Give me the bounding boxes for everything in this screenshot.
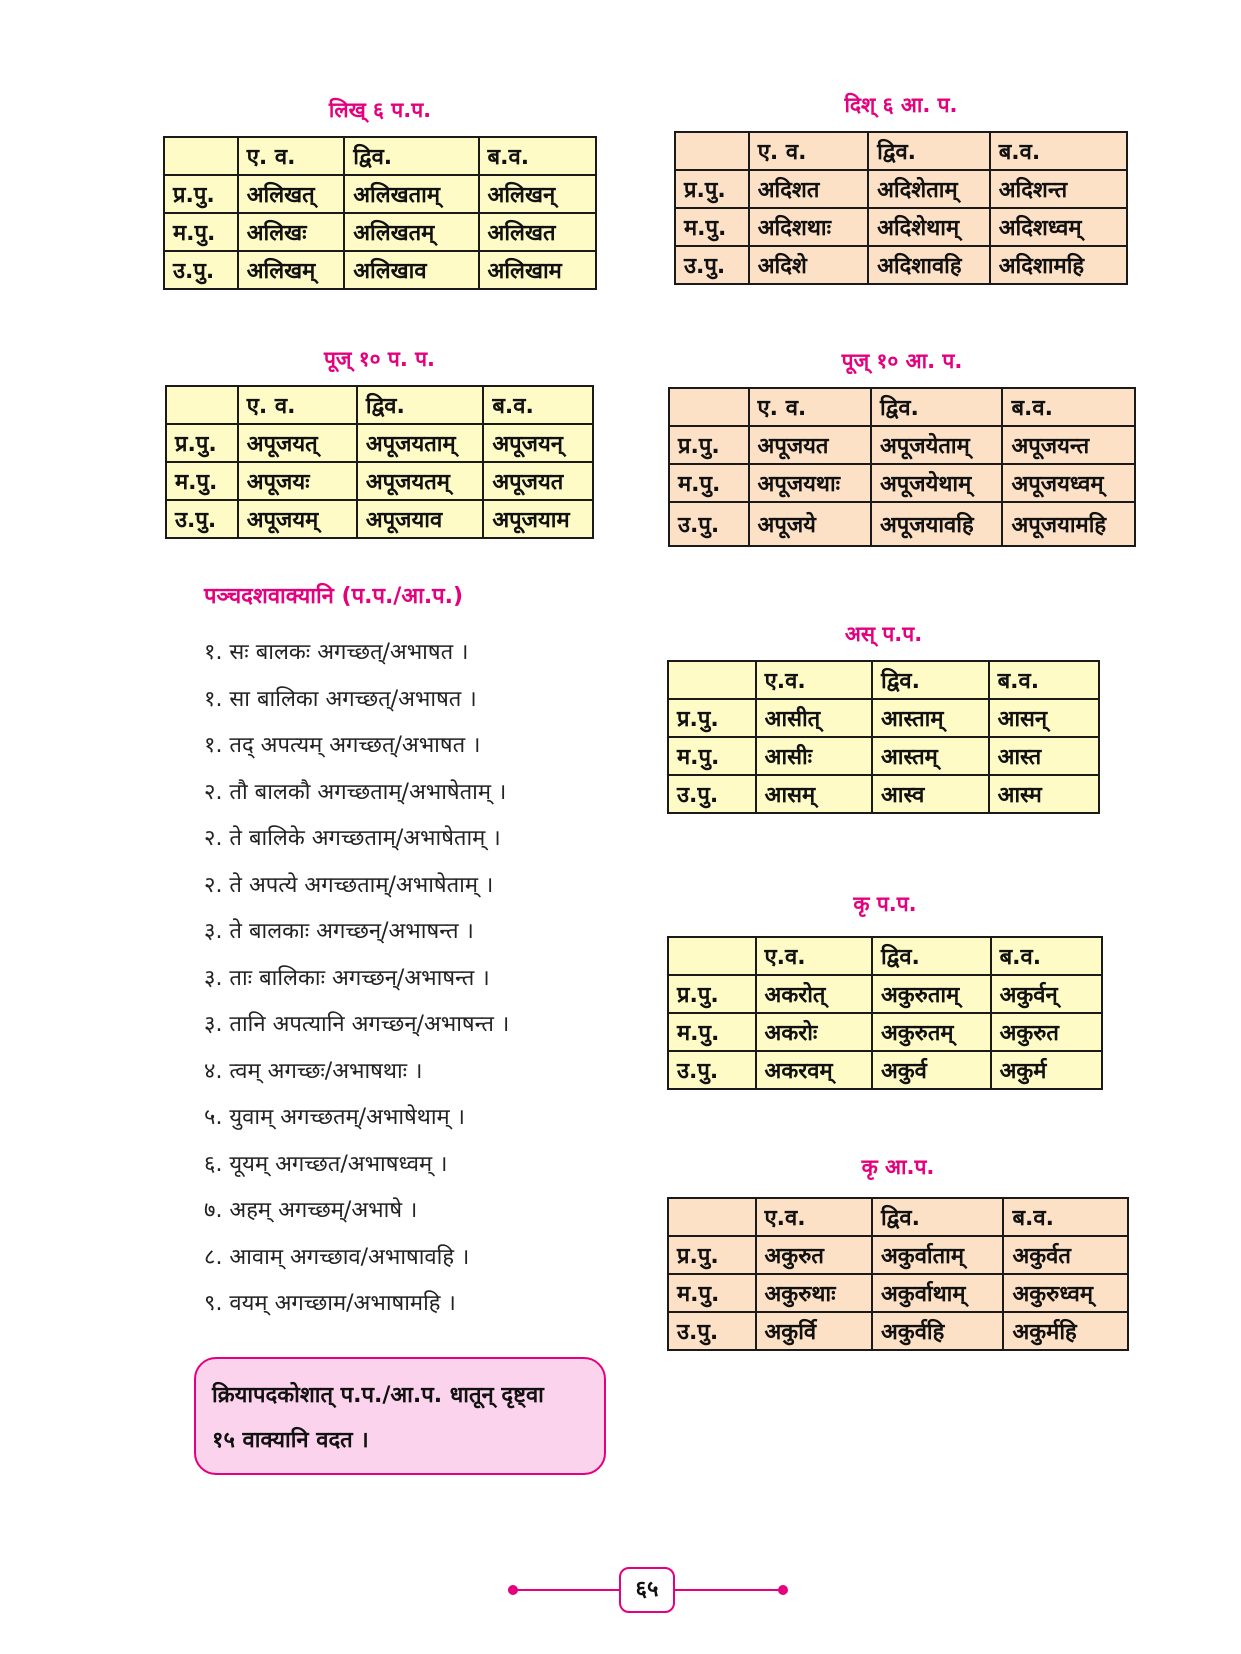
person-cell: उ.पु.: [668, 1051, 756, 1089]
form-cell: अलिखाव: [344, 251, 478, 289]
form-cell: अदिशेताम्: [868, 170, 990, 208]
header-cell: [668, 1198, 756, 1236]
person-cell: उ.पु.: [668, 1312, 756, 1350]
table-header-row: [668, 661, 1099, 699]
form-cell: अपूजयावहि: [871, 502, 1003, 546]
form-cell: अपूजयथाः: [749, 464, 871, 502]
sentence-list: [204, 630, 509, 1328]
person-cell: म.पु.: [668, 1013, 756, 1051]
form-cell: आस्त: [989, 737, 1099, 775]
list-item: ८. आवाम् अगच्छाव/अभाषावहि ।: [204, 1244, 470, 1270]
conjugation-table: [667, 936, 1103, 1090]
table-header-row: [668, 937, 1102, 975]
table-row: [668, 1013, 1102, 1051]
table-pooj-ap: [668, 347, 1136, 567]
right-dot-ornament: [778, 1585, 788, 1595]
form-cell: आस्म: [989, 775, 1099, 813]
table-header-row: [675, 132, 1127, 170]
form-cell: अदिशध्वम्: [990, 208, 1127, 246]
form-cell: अदिशेथाम्: [868, 208, 990, 246]
table-title: पूज् १० प. प.: [323, 347, 436, 371]
form-cell: अकुर्व: [872, 1051, 991, 1089]
table-title: लिख् ६ प.प.: [328, 98, 432, 122]
list-item: ७. अहम् अगच्छम्/अभाषे ।: [204, 1198, 418, 1223]
form-cell: अलिखत्: [238, 175, 345, 213]
form-cell: अलिखः: [238, 213, 345, 251]
table-dish-ap: [674, 91, 1128, 306]
form-cell: अपूजयताम्: [357, 424, 483, 462]
table-row: [669, 426, 1135, 464]
person-cell: प्र.पु.: [668, 699, 756, 737]
table-header-row: [166, 386, 593, 424]
person-cell: म.पु.: [668, 1274, 756, 1312]
form-cell: आस्ताम्: [872, 699, 989, 737]
table-kru-pp: [667, 890, 1103, 1105]
table-row: [675, 170, 1127, 208]
header-cell: ब.व.: [991, 937, 1102, 975]
header-cell: ब.व.: [1003, 1198, 1128, 1236]
table-header-row: [669, 388, 1135, 426]
header-cell: द्विव.: [357, 386, 483, 424]
form-cell: अदिशथाः: [749, 208, 868, 246]
table-row: [668, 775, 1099, 813]
header-cell: [668, 937, 756, 975]
person-cell: म.पु.: [669, 464, 749, 502]
note-line-2: १५ वाक्यानि वदत ।: [212, 1428, 369, 1453]
activity-note-box: [194, 1357, 606, 1475]
list-item: ५. युवाम् अगच्छतम्/अभाषेथाम् ।: [204, 1105, 466, 1130]
table-title: कृ प.प.: [853, 892, 917, 916]
header-cell: ए.व.: [756, 937, 872, 975]
list-item: १. सा बालिका अगच्छत्/अभाषत ।: [204, 686, 477, 712]
form-cell: अपूजयत: [749, 426, 871, 464]
table-title: पूज् १० आ. प.: [841, 349, 963, 373]
table-likh-pp: [163, 96, 597, 311]
form-cell: अलिखन्: [479, 175, 596, 213]
table-row: [668, 699, 1099, 737]
person-cell: उ.पु.: [166, 500, 238, 538]
person-cell: प्र.पु.: [166, 424, 238, 462]
header-cell: ए. व.: [749, 388, 871, 426]
table-row: [668, 1312, 1128, 1350]
form-cell: अपूजयतम्: [357, 462, 483, 500]
table-row: [166, 462, 593, 500]
person-cell: प्र.पु.: [675, 170, 749, 208]
table-as-pp: [667, 620, 1100, 835]
person-cell: प्र.पु.: [164, 175, 238, 213]
header-cell: ब.व.: [990, 132, 1127, 170]
form-cell: अपूजयेताम्: [871, 426, 1003, 464]
page-number: ६५: [619, 1567, 675, 1613]
table-row: [166, 424, 593, 462]
form-cell: आसन्: [989, 699, 1099, 737]
conjugation-table: [668, 387, 1136, 547]
table-row: [668, 1236, 1128, 1274]
form-cell: अकुर्वाताम्: [872, 1236, 1003, 1274]
form-cell: अपूजयाम: [483, 500, 593, 538]
header-cell: [675, 132, 749, 170]
table-row: [675, 246, 1127, 284]
form-cell: अपूजयन्त: [1002, 426, 1135, 464]
header-cell: [164, 137, 238, 175]
table-kru-ap: [667, 1153, 1129, 1368]
header-cell: द्विव.: [344, 137, 478, 175]
table-row: [164, 175, 596, 213]
list-item: २. ते बालिके अगच्छताम्/अभाषेताम् ।: [204, 826, 501, 851]
form-cell: अकुरुत: [991, 1013, 1102, 1051]
person-cell: उ.पु.: [669, 502, 749, 546]
list-item: ६. यूयम् अगच्छत/अभाषध्वम् ।: [204, 1151, 448, 1177]
list-item: १. तद् अपत्यम् अगच्छत्/अभाषत ।: [204, 733, 481, 758]
header-cell: [669, 388, 749, 426]
form-cell: अकुरुतम्: [872, 1013, 991, 1051]
form-cell: अकरोत्: [756, 975, 872, 1013]
form-cell: अलिखताम्: [344, 175, 478, 213]
conjugation-table: [674, 131, 1128, 285]
list-item: ३. ते बालकाः अगच्छन्/अभाषन्त ।: [204, 919, 474, 944]
form-cell: अपूजयामहि: [1002, 502, 1135, 546]
sentences-title: पञ्चदशवाक्यानि (प.प./आ.प.): [204, 584, 464, 609]
person-cell: उ.पु.: [668, 775, 756, 813]
list-item: ९. वयम् अगच्छाम/अभाषामहि ।: [204, 1291, 456, 1316]
table-row: [668, 975, 1102, 1013]
form-cell: अकुरुत: [756, 1236, 872, 1274]
conjugation-table: [163, 136, 597, 290]
form-cell: अपूजयम्: [238, 500, 357, 538]
table-row: [164, 251, 596, 289]
table-title: दिश् ६ आ. प.: [844, 93, 958, 117]
table-title: अस् प.प.: [844, 622, 923, 646]
form-cell: अपूजयध्वम्: [1002, 464, 1135, 502]
form-cell: अदिशन्त: [990, 170, 1127, 208]
person-cell: प्र.पु.: [668, 1236, 756, 1274]
form-cell: अकुर्महि: [1003, 1312, 1128, 1350]
note-line-1: क्रियापदकोशात् प.प./आ.प. धातून् दृष्ट्वा: [212, 1383, 544, 1408]
header-cell: ब.व.: [1002, 388, 1135, 426]
list-item: २. तौ बालकौ अगच्छताम्/अभाषेताम् ।: [204, 779, 507, 805]
person-cell: म.पु.: [166, 462, 238, 500]
form-cell: अदिशत: [749, 170, 868, 208]
form-cell: अकुरुथाः: [756, 1274, 872, 1312]
table-header-row: [164, 137, 596, 175]
conjugation-table: [165, 385, 594, 539]
header-cell: ए.व.: [756, 1198, 872, 1236]
form-cell: अकरवम्: [756, 1051, 872, 1089]
table-title: कृ आ.प.: [861, 1155, 935, 1179]
table-row: [166, 500, 593, 538]
form-cell: अकुर्म: [991, 1051, 1102, 1089]
table-pooj-pp: [165, 345, 594, 560]
right-rule: [675, 1589, 780, 1591]
person-cell: उ.पु.: [675, 246, 749, 284]
table-row: [164, 213, 596, 251]
header-cell: ब.व.: [479, 137, 596, 175]
form-cell: अकुर्वहि: [872, 1312, 1003, 1350]
header-cell: ए. व.: [238, 386, 357, 424]
person-cell: म.पु.: [668, 737, 756, 775]
form-cell: आस्तम्: [872, 737, 989, 775]
header-cell: [668, 661, 756, 699]
form-cell: अपूजये: [749, 502, 871, 546]
form-cell: अकुर्वाथाम्: [872, 1274, 1003, 1312]
header-cell: द्विव.: [871, 388, 1003, 426]
form-cell: अलिखाम: [479, 251, 596, 289]
page-number-footer: [508, 1565, 788, 1615]
form-cell: अकुर्वि: [756, 1312, 872, 1350]
form-cell: अकुर्वत: [1003, 1236, 1128, 1274]
form-cell: अकुर्वन्: [991, 975, 1102, 1013]
conjugation-table: [667, 660, 1100, 814]
header-cell: द्विव.: [872, 661, 989, 699]
person-cell: उ.पु.: [164, 251, 238, 289]
table-header-row: [668, 1198, 1128, 1236]
header-cell: ए.व.: [756, 661, 872, 699]
form-cell: अपूजयेथाम्: [871, 464, 1003, 502]
header-cell: ए. व.: [749, 132, 868, 170]
form-cell: अलिखम्: [238, 251, 345, 289]
form-cell: आसीः: [756, 737, 872, 775]
header-cell: द्विव.: [872, 1198, 1003, 1236]
person-cell: प्र.पु.: [669, 426, 749, 464]
list-item: १. सः बालकः अगच्छत्/अभाषत ।: [204, 640, 469, 665]
form-cell: अकुरुध्वम्: [1003, 1274, 1128, 1312]
table-row: [668, 1051, 1102, 1089]
list-item: ४. त्वम् अगच्छः/अभाषथाः ।: [204, 1058, 423, 1084]
form-cell: अदिशामहि: [990, 246, 1127, 284]
person-cell: म.पु.: [675, 208, 749, 246]
table-row: [669, 464, 1135, 502]
person-cell: प्र.पु.: [668, 975, 756, 1013]
table-row: [675, 208, 1127, 246]
form-cell: अपूजयत्: [238, 424, 357, 462]
form-cell: अकुरुताम्: [872, 975, 991, 1013]
form-cell: अकरोः: [756, 1013, 872, 1051]
form-cell: आस्व: [872, 775, 989, 813]
form-cell: अपूजयाव: [357, 500, 483, 538]
list-item: ३. ताः बालिकाः अगच्छन्/अभाषन्त ।: [204, 965, 490, 991]
form-cell: आसीत्: [756, 699, 872, 737]
form-cell: अपूजयः: [238, 462, 357, 500]
person-cell: म.पु.: [164, 213, 238, 251]
left-rule: [516, 1589, 621, 1591]
table-row: [668, 737, 1099, 775]
header-cell: [166, 386, 238, 424]
form-cell: अदिशे: [749, 246, 868, 284]
list-item: २. ते अपत्ये अगच्छताम्/अभाषेताम् ।: [204, 872, 494, 898]
header-cell: द्विव.: [872, 937, 991, 975]
form-cell: अपूजयत: [483, 462, 593, 500]
form-cell: आसम्: [756, 775, 872, 813]
conjugation-table: [667, 1197, 1129, 1351]
form-cell: अलिखत: [479, 213, 596, 251]
table-row: [668, 1274, 1128, 1312]
header-cell: ब.व.: [483, 386, 593, 424]
form-cell: अपूजयन्: [483, 424, 593, 462]
list-item: ३. तानि अपत्यानि अगच्छन्/अभाषन्त ।: [204, 1012, 510, 1037]
form-cell: अलिखतम्: [344, 213, 478, 251]
header-cell: ए. व.: [238, 137, 345, 175]
header-cell: ब.व.: [989, 661, 1099, 699]
header-cell: द्विव.: [868, 132, 990, 170]
table-row: [669, 502, 1135, 546]
form-cell: अदिशावहि: [868, 246, 990, 284]
